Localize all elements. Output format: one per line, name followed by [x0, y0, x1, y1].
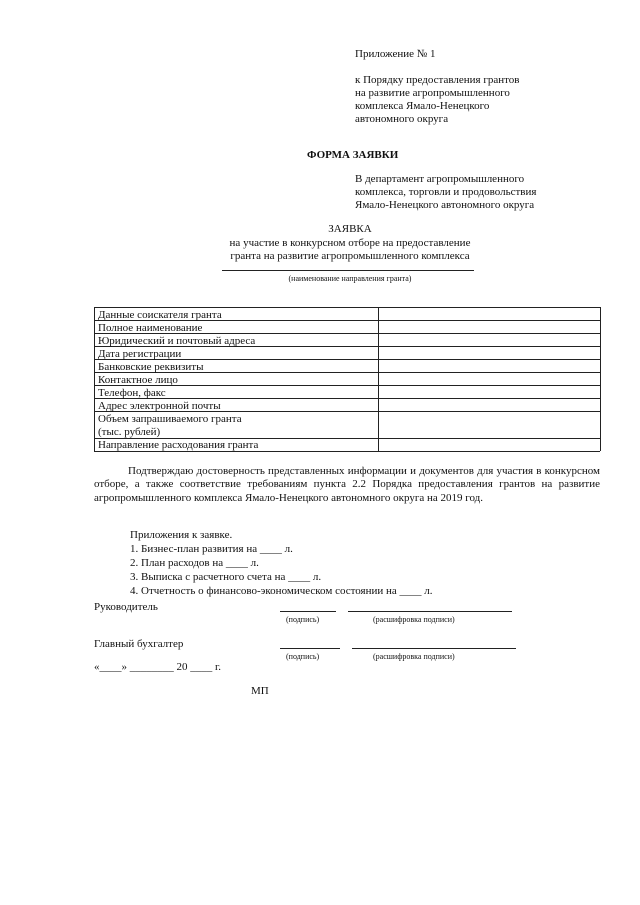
table-border-left	[94, 307, 95, 451]
addressee-line-1: В департамент агропромышленного	[355, 173, 525, 185]
confirmation-paragraph	[94, 465, 600, 505]
date-line: «____» ________ 20 ____ г.	[94, 661, 222, 673]
form-title: ФОРМА ЗАЯВКИ	[307, 149, 399, 161]
table-row-label: Юридический и почтовый адреса	[98, 335, 256, 347]
table-row-label: Объем запрашиваемого гранта	[98, 413, 242, 425]
accountant-signature-line	[280, 648, 340, 649]
accountant-decode-line	[352, 648, 516, 649]
accountant-label: Главный бухгалтер	[94, 638, 184, 650]
table-row-label: (тыс. рублей)	[98, 426, 161, 438]
head-decode-caption: (расшифровка подписи)	[373, 615, 455, 624]
table-column-divider	[378, 307, 379, 451]
attachments-title: Приложения к заявке.	[130, 529, 233, 541]
addressee-line-2: комплекса, торговли и продовольствия	[355, 186, 537, 198]
appendix-reference-line-4: автономного округа	[355, 113, 449, 125]
appendix-reference-line-3: комплекса Ямало-Ненецкого	[355, 100, 490, 112]
confirmation-text: Подтверждаю достоверность представленных информации и документов для участия в конкурсном отборе, а также соответствие требованиям пункта 2.2 Порядка предоставления грантов на развитие агропромышленного комплекса Ямало-Ненецкого автономного округа на 2019 год.	[94, 465, 600, 504]
table-row-label: Телефон, факс	[98, 387, 166, 399]
application-title: ЗАЯВКА	[328, 223, 372, 235]
grant-direction-line	[222, 270, 474, 271]
table-row-label: Контактное лицо	[98, 374, 178, 386]
attachment-item: 1. Бизнес-план развития на ____ л.	[130, 543, 293, 555]
table-row-label: Адрес электронной почты	[98, 400, 221, 412]
table-row-label: Направление расходования гранта	[98, 439, 259, 451]
addressee-line-3: Ямало-Ненецкого автономного округа	[355, 199, 535, 211]
head-decode-line	[348, 611, 512, 612]
attachment-item: 4. Отчетность о финансово-экономическом состоянии на ____ л.	[130, 585, 433, 597]
accountant-decode-caption: (расшифровка подписи)	[373, 652, 455, 661]
head-label: Руководитель	[94, 601, 158, 613]
table-border-right	[600, 307, 601, 451]
appendix-reference-line-1: к Порядку предоставления грантов	[355, 74, 520, 86]
attachment-item: 3. Выписка с расчетного счета на ____ л.	[130, 571, 322, 583]
application-subtitle-line-2: гранта на развитие агропромышленного комплекса	[230, 250, 470, 262]
grant-direction-caption: (наименование направления гранта)	[288, 274, 412, 283]
attachment-item: 2. План расходов на ____ л.	[130, 557, 259, 569]
table-row-label: Банковские реквизиты	[98, 361, 204, 373]
application-subtitle-line-1: на участие в конкурсном отборе на предоставление	[229, 237, 471, 249]
appendix-reference-line-2: на развитие агропромышленного	[355, 87, 510, 99]
table-row-label: Дата регистрации	[98, 348, 182, 360]
table-row-label: Данные соискателя гранта	[98, 309, 222, 321]
accountant-signature-caption: (подпись)	[286, 652, 320, 661]
head-signature-line	[280, 611, 336, 612]
table-row-label: Полное наименование	[98, 322, 203, 334]
head-signature-caption: (подпись)	[286, 615, 320, 624]
stamp-place: МП	[251, 685, 269, 697]
appendix-number: Приложение № 1	[355, 48, 436, 60]
